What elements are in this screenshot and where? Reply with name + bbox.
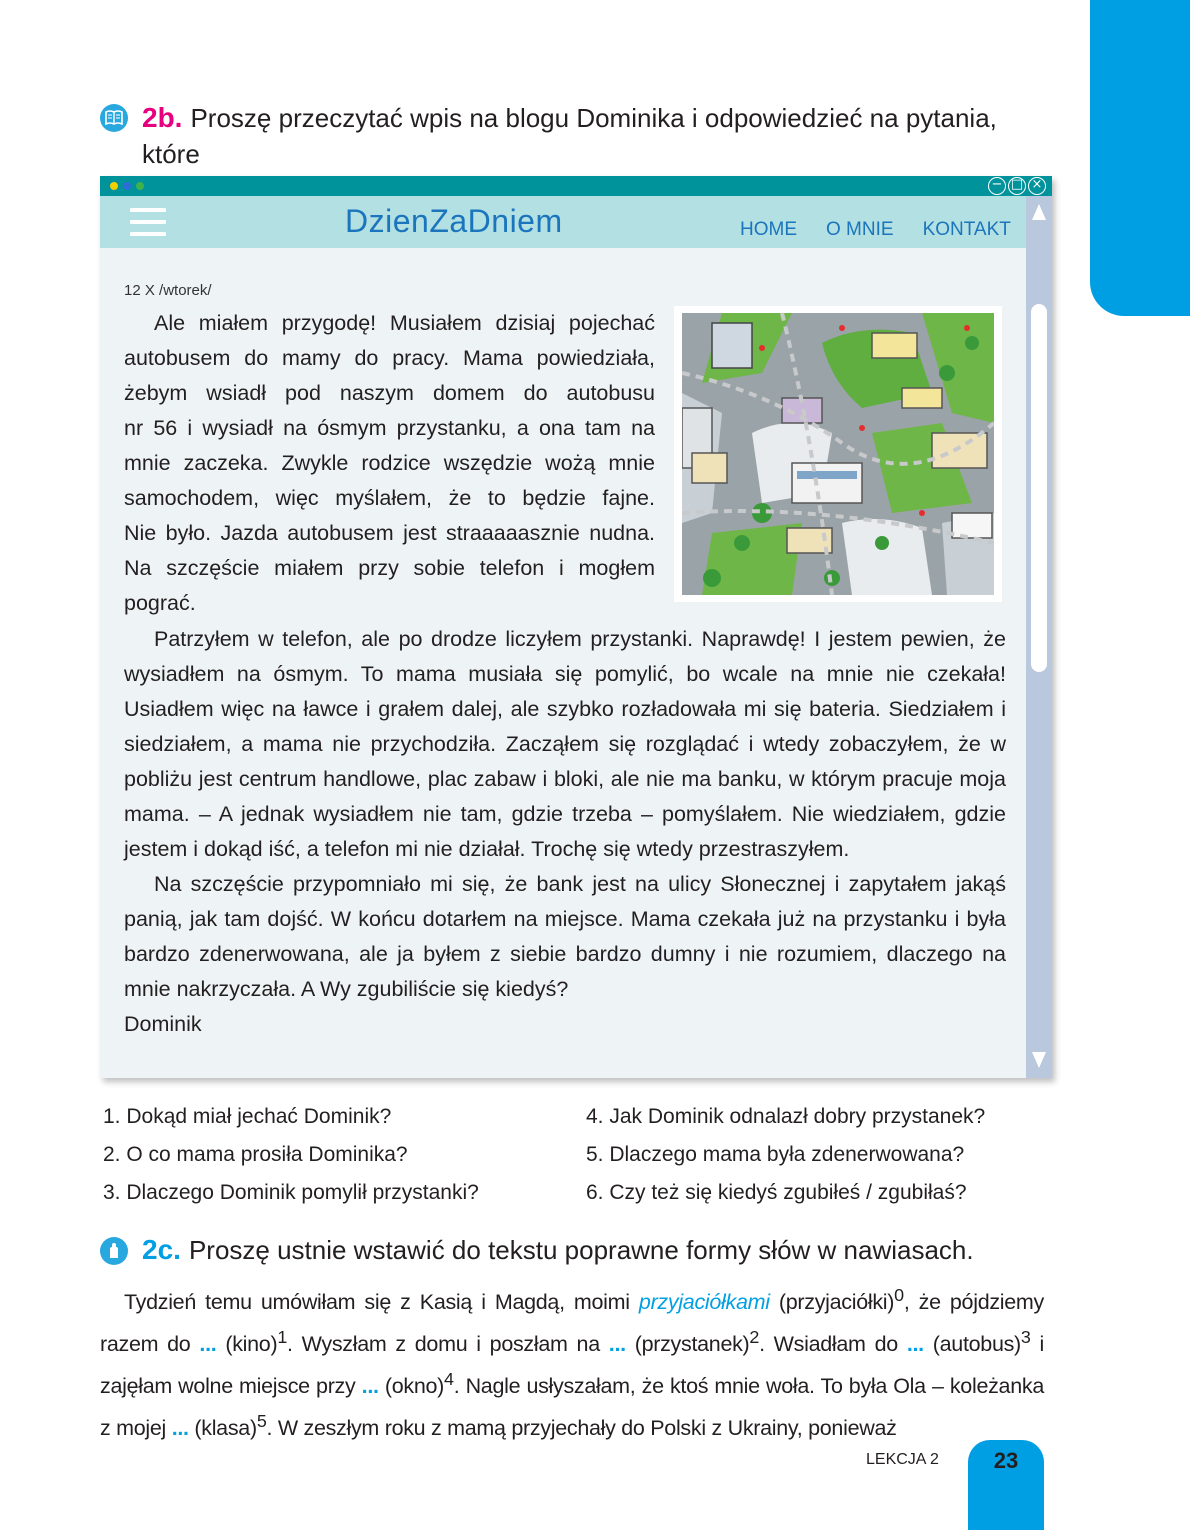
window-titlebar [100,176,1052,196]
task-number: 2c. [142,1234,181,1265]
task-instruction-line1: Proszę przeczytać wpis na blogu Dominika i odpowiedzieć na pytania, które [142,103,997,169]
blog-line: mnie zaczeka. Zwykle rodzice wszędzie wożą mnie [124,451,655,475]
blog-line: Ale miałem przygodę! Musiałem dzisiaj pojechać [154,311,655,335]
footnote-mark: 3 [1020,1327,1031,1348]
example-answer: przyjaciółkami [638,1290,770,1315]
blog-line: nr 56 i wysiadł na ósmym przystanku, a ona tam na [124,416,655,440]
blog-paragraph-2: Patrzyłem w telefon, ale po drodze liczyłem przystanki. Naprawdę! I jestem pewien, że wysiadłem na ósmym. To mama musiała się pomylić, bo wcale na mnie nie czekała! Usiadłem więc na ławce i grałem dalej, ale szybko rozładowała mi się bateria. Siedziałem i siedziałem, a mama nie przychodziła. Zacząłem się rozglądać i wtedy zobaczyłem, że w pobliżu jest centrum handlowe, plac zabaw i bloki, ale nie ma banku, w którym pracuje moja mama. – A jednak wysiadłem nie tam, gdzie trzeba – pomyślałem. Nie wiedziałem, gdzie jestem i dokąd iść, a telefon mi nie działał. Trochę się wtedy przestraszyłem. [124,627,1006,861]
text-segment: (przyjaciółki) [769,1290,895,1315]
blog-signature: Dominik [124,1012,202,1036]
blog-line: żebym wsiadł pod naszym domem do autobusu [124,381,655,405]
book-icon [100,104,128,132]
window-controls [988,177,1046,195]
text-segment: . Nagle usłyszałam, że ktoś mnie woła. To była Ola – koleżanka z mojej [100,1374,1044,1441]
hamburger-icon[interactable] [130,208,166,236]
side-tab-decoration [1090,0,1190,316]
question-3: 3. Dlaczego Dominik pomylił przystanki? [103,1181,479,1204]
text-segment: , że pójdziemy razem do [100,1290,1044,1357]
text-segment: (autobus) [923,1332,1021,1357]
task-number: 2b. [142,102,183,133]
blog-browser-window [100,176,1052,1078]
nav-about-link[interactable]: O MNIE [826,219,894,240]
window-dots [110,182,144,190]
blank-1[interactable]: ... [199,1332,217,1357]
blank-2[interactable]: ... [608,1332,626,1357]
scroll-thumb[interactable] [1031,304,1047,672]
blog-line: Na szczęście miałem przy sobie telefon i mogłem [124,556,655,580]
blank-5[interactable]: ... [171,1416,189,1441]
blog-line: samochodem, więc myślałem, że to będzie fajne. [124,486,655,510]
question-1: 1. Dokąd miał jechać Dominik? [103,1105,392,1128]
footnote-mark: 2 [749,1327,760,1348]
questions-right [586,1098,985,1212]
nav-links [740,219,1011,241]
blank-4[interactable]: ... [361,1374,379,1399]
page-number: 23 [968,1440,1044,1530]
restore-icon[interactable]: □ [1008,177,1026,195]
task-instruction: Proszę ustnie wstawić do tekstu poprawne formy słów w nawiasach. [188,1235,974,1265]
triangle-up-icon[interactable] [1032,204,1046,220]
text-segment: i zajęłam wolne miejsce przy [100,1332,1044,1399]
question-4: 4. Jak Dominik odnalazł dobry przystanek? [586,1105,986,1128]
task-2c-header [100,1232,1060,1268]
footnote-mark: 5 [256,1411,267,1432]
question-2: 2. O co mama prosiła Dominika? [103,1143,408,1166]
text-segment: . Wyszłam z domu i poszłam na [286,1332,609,1357]
blue-dot-icon [123,182,131,190]
footnote-mark: 0 [894,1285,904,1305]
blank-3[interactable]: ... [906,1332,924,1357]
blog-line: autobusem do mamy do pracy. Mama powiedziała, [124,346,655,370]
footnote-mark: 4 [444,1369,454,1390]
green-dot-icon [136,182,144,190]
city-map-illustration [674,306,1002,602]
text-segment: (okno) [378,1374,445,1399]
text-segment: . Wsiadłam do [759,1332,907,1357]
blog-body [124,622,1006,1042]
question-5: 5. Dlaczego mama była zdenerwowana? [586,1143,965,1166]
nav-contact-link[interactable]: KONTAKT [922,219,1011,240]
text-segment: (kino) [216,1332,278,1357]
site-title[interactable]: DzienZaDniem [345,203,563,239]
text-segment: (przystanek) [625,1332,750,1357]
exercise-text [100,1278,1044,1447]
triangle-down-icon[interactable] [1032,1052,1046,1068]
hand-icon [100,1237,128,1265]
text-segment: (klasa) [188,1416,257,1441]
yellow-dot-icon [110,182,118,190]
close-icon[interactable]: × [1028,177,1046,195]
lesson-label: LEKCJA 2 [866,1451,939,1468]
site-navbar [100,196,1026,248]
questions-left [103,1098,479,1212]
question-6: 6. Czy też się kiedyś zgubiłeś / zgubiłaś? [586,1181,967,1204]
blog-line: pograć. [124,591,196,615]
footnote-mark: 1 [277,1327,287,1348]
nav-home-link[interactable]: HOME [740,219,797,240]
minimize-icon[interactable]: − [988,177,1006,195]
blog-paragraph-1 [124,306,655,621]
text-segment: Tydzień temu umówiłam się z Kasią i Magdą, moimi [124,1290,639,1315]
post-date: 12 X /wtorek/ [124,282,212,299]
blog-line: Nie było. Jazda autobusem jest straaaaasznie nudna. [124,521,655,545]
scrollbar[interactable] [1026,196,1052,1078]
blog-paragraph-3: Na szczęście przypomniało mi się, że bank jest na ulicy Słonecznej i zapytałem jakąś panią, jak tam dojść. W końcu dotarłem na miejsce. Mama czekała już na przystanku i była bardzo zdenerwowana, ale ja byłem z siebie bardzo dumny i nie rozumiem, dlaczego na mnie nakrzyczała. A Wy zgubiliście się kiedyś? [124,872,1006,1001]
text-segment: . W zeszłym roku z mamą przyjechały do Polski z Ukrainy, ponieważ [266,1416,897,1441]
